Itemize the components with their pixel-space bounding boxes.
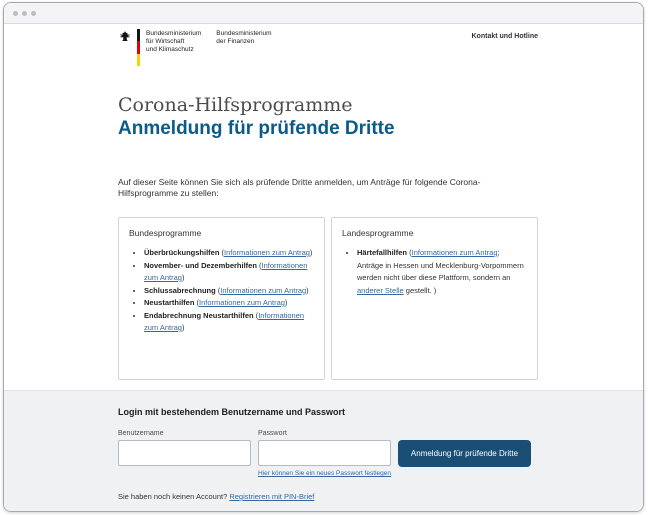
list-item [357, 247, 527, 297]
browser-window [3, 2, 644, 512]
username-field-group [118, 430, 251, 466]
state-programs-list [342, 247, 527, 297]
program-cards [118, 217, 538, 380]
list-item [144, 285, 314, 298]
page [4, 24, 643, 511]
federal-programs-list [129, 247, 314, 335]
window-control-icon[interactable] [13, 11, 18, 16]
federal-programs-card [118, 217, 325, 380]
punctuation: ( [215, 285, 221, 295]
program-name: Überbrückungshilfen [144, 248, 220, 257]
submit-column [398, 430, 531, 467]
ministry-line: und Klimaschutz [146, 46, 194, 53]
page-header [118, 24, 538, 66]
punctuation: ( [194, 298, 200, 307]
login-section [4, 390, 643, 511]
ministry-line: für Wirtschaft [146, 38, 185, 45]
ministry-line: der Finanzen [216, 38, 255, 45]
register-row [118, 492, 538, 501]
ministry-logo [118, 29, 272, 66]
register-text: Sie haben noch keinen Account? [118, 492, 230, 501]
hero [118, 94, 538, 140]
list-item [144, 247, 314, 260]
punctuation: ( [407, 248, 412, 257]
username-input[interactable] [118, 440, 251, 466]
punctuation: ) [306, 285, 309, 295]
program-info-link[interactable]: Informationen zum Antrag [144, 310, 305, 332]
page-supertitle: Corona-Hilfsprogramme [118, 94, 353, 116]
program-name: November- und Dezemberhilfen [144, 260, 257, 270]
program-name: Neustarthilfen [144, 298, 195, 307]
program-info-link[interactable]: Informationen zum Antrag [220, 285, 307, 295]
ministry-line: Bundesministerium [216, 30, 272, 37]
punctuation: gestellt. ) [403, 285, 437, 295]
other-office-link[interactable]: anderer Stelle [357, 285, 404, 295]
reset-password-link[interactable]: Hier können Sie ein neues Passwort festlegen [258, 470, 391, 477]
ministry-bmf-label [216, 30, 271, 46]
password-field-group [258, 430, 391, 477]
list-item [144, 297, 314, 310]
login-form [118, 430, 538, 477]
ministry-line: Bundesministerium [146, 30, 202, 37]
program-note: ; Anträge in Hessen und Mecklenburg-Vorpommern werden nicht über diese Plattform, sondern an [357, 248, 524, 282]
punctuation: ) [181, 323, 185, 332]
register-pin-letter-link[interactable]: Registrieren mit PIN-Brief [229, 492, 315, 501]
page-title: Anmeldung für prüfende Dritte [118, 118, 395, 139]
program-info-link[interactable]: Informationen zum Antrag [224, 248, 310, 257]
list-item [144, 310, 314, 335]
program-info-link[interactable]: Informationen zum Antrag [144, 260, 308, 282]
german-flag-stripe-icon [137, 29, 140, 66]
card-title: Landesprogramme [342, 228, 414, 238]
program-info-link[interactable]: Informationen zum Antrag [199, 298, 285, 307]
ministry-bmwk-label [146, 30, 201, 54]
punctuation: ( [219, 248, 225, 257]
login-submit-button[interactable]: Anmeldung für prüfende Dritte [398, 440, 531, 467]
window-control-icon[interactable] [22, 11, 27, 16]
window-control-icon[interactable] [31, 11, 36, 16]
contact-hotline-link[interactable]: Kontakt und Hotline [471, 33, 538, 40]
card-title: Bundesprogramme [129, 228, 202, 238]
window-titlebar [4, 3, 643, 24]
state-programs-card [331, 217, 538, 380]
punctuation: ) [181, 273, 185, 282]
password-input[interactable] [258, 440, 391, 466]
password-label: Passwort [258, 430, 287, 437]
program-name: Endabrechnung Neustarthilfen [144, 310, 254, 320]
program-name: Härtefallhilfen [357, 248, 408, 257]
intro-paragraph: Auf dieser Seite können Sie sich als prüfende Dritte anmelden, um Anträge für folgende Corona-Hilfsprogramme zu stellen: [118, 177, 481, 198]
list-item [144, 260, 314, 285]
program-info-link[interactable]: Informationen zum Antrag [411, 248, 498, 257]
login-heading: Login mit bestehendem Benutzername und Passwort [118, 407, 346, 417]
program-name: Schlussabrechnung [144, 285, 216, 295]
punctuation: ( [253, 310, 259, 320]
username-label: Benutzername [118, 430, 164, 437]
punctuation: ) [284, 298, 288, 307]
punctuation: ) [309, 248, 313, 257]
federal-eagle-icon [118, 30, 132, 44]
punctuation: ( [256, 260, 262, 270]
